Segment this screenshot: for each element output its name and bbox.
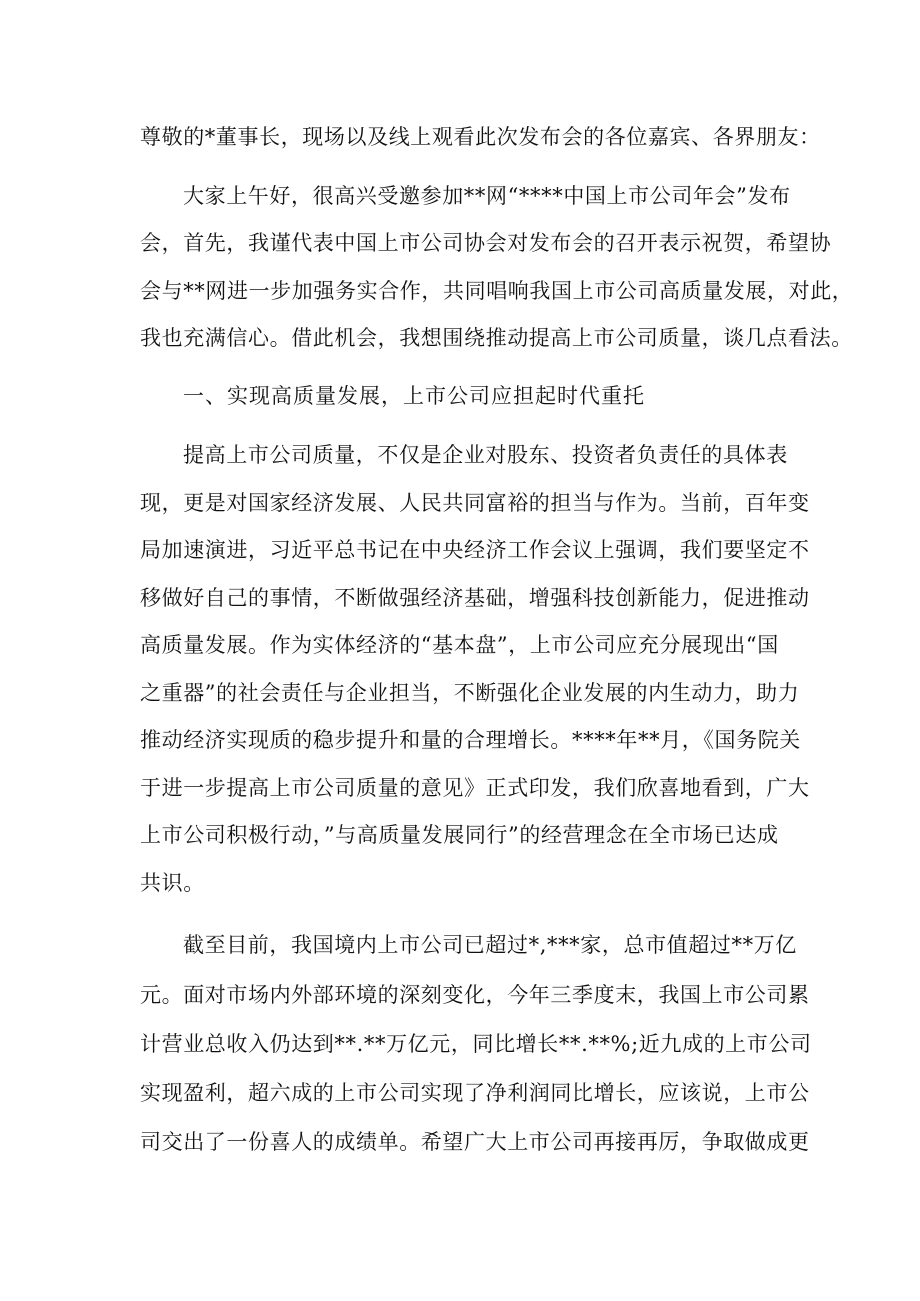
paragraph-line: 之重器”的社会责任与企业担当，不断强化企业发展的内生动力，助力: [140, 681, 800, 705]
paragraph-line: 局加速演进，习近平总书记在中央经济工作会议上强调，我们要坚定不: [140, 538, 810, 562]
paragraph-line: 司交出了一份喜人的成绩单。希望广大上市公司再接再厉，争取做成更: [140, 1130, 810, 1154]
paragraph-line: 高质量发展。作为实体经济的“基本盘”，上市公司应充分展现出“国: [140, 633, 779, 657]
paragraph-line: 计营业总收入仍达到**.**万亿元，同比增长**.**%;近九成的上市公司: [140, 1032, 812, 1056]
paragraph-line: 截至目前，我国境内上市公司已超过*,***家，总市值超过**万亿: [183, 933, 797, 957]
paragraph-line: 大家上午好，很高兴受邀参加**网“****中国上市公司年会”发布: [183, 184, 791, 208]
paragraph-line: 元。面对市场内外部环境的深刻变化，今年三季度末，我国上市公司累: [140, 983, 810, 1007]
paragraph-line: 实现盈利，超六成的上市公司实现了净利润同比增长，应该说，上市公: [140, 1081, 810, 1105]
paragraph-line: 现，更是对国家经济发展、人民共同富裕的担当与作为。当前，百年变: [140, 491, 810, 515]
paragraph-line: 共识。: [140, 871, 205, 895]
paragraph-line: 会，首先，我谨代表中国上市公司协会对发布会的召开表示祝贺，希望协: [140, 231, 832, 255]
paragraph-line: 于进一步提高上市公司质量的意见》正式印发，我们欣喜地看到，广大: [140, 776, 810, 800]
paragraph-line: 移做好自己的事情，不断做强经济基础，增强科技创新能力，促进推动: [140, 586, 810, 610]
greeting-line: 尊敬的*董事长，现场以及线上观看此次发布会的各位嘉宾、各界朋友：: [140, 125, 821, 149]
paragraph-line: 会与**网进一步加强务实合作，共同唱响我国上市公司高质量发展，对此，: [140, 279, 854, 303]
section-heading: 一、实现高质量发展，上市公司应担起时代重托: [183, 384, 645, 408]
paragraph-line: 我也充满信心。借此机会，我想围绕推动提高上市公司质量，谈几点看法。: [140, 326, 853, 350]
paragraph-line: 推动经济实现质的稳步提升和量的合理增长。****年**月，《国务院关: [140, 728, 801, 752]
paragraph-line: 提高上市公司质量，不仅是企业对股东、投资者负责任的具体表: [183, 443, 788, 467]
paragraph-line: 上市公司积极行动，”与高质量发展同行”的经营理念在全市场已达成: [140, 823, 779, 847]
